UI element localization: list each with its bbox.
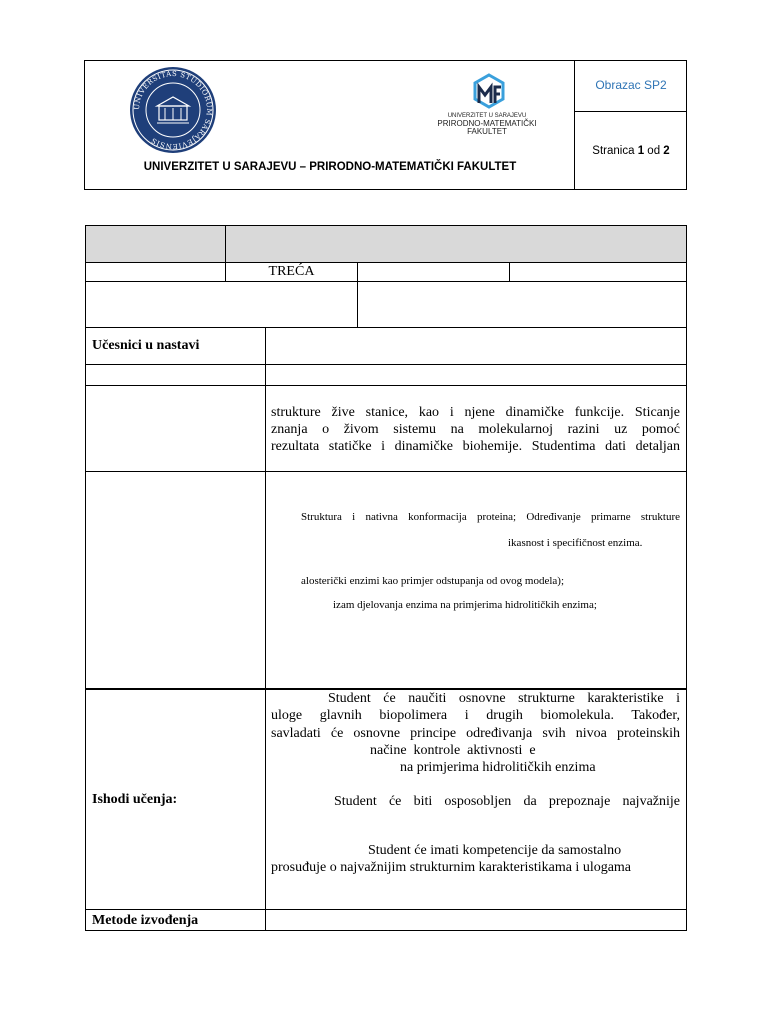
- outcomes-label: Ishodi učenja:: [92, 792, 178, 807]
- outcome-line: uloge glavnih biopolimera i drugih biomolekula. Također,: [271, 708, 680, 723]
- table-header-row: [85, 226, 686, 262]
- page-current: 1: [637, 145, 645, 157]
- faculty-logo-caption-1: UNIVERZITET U SARAJEVU: [447, 113, 527, 119]
- university-title: UNIVERZITET U SARAJEVU – PRIRODNO-MATEMATIČKI FAKULTET: [143, 161, 517, 173]
- university-seal-logo: [129, 66, 217, 154]
- participants-label: Učesnici u nastavi: [92, 338, 200, 353]
- table-line: [85, 385, 687, 386]
- outcome-line: prosuđuje o najvažnijim strukturnim karakteristikama i ulogama: [271, 860, 632, 875]
- table-line: [85, 225, 687, 226]
- faculty-logo-caption-3: FAKULTET: [467, 127, 507, 136]
- goal-line: rezultata statičke i dinamičke biohemije. Studentima dati detaljan: [271, 439, 680, 454]
- document-header: [84, 60, 687, 190]
- outcome-line: Student će naučiti osnovne strukturne karakteristike i: [328, 691, 680, 706]
- table-line: [357, 262, 358, 328]
- outcome-line: savladati će osnovne principe određivanja svih nivoa proteinskih: [271, 726, 680, 741]
- table-line: [85, 930, 687, 931]
- table-line: [85, 281, 687, 282]
- table-line: [85, 471, 687, 472]
- content-line: alosterički enzimi kao primjer odstupanja od ovog modela);: [301, 575, 565, 587]
- page-of: od: [647, 145, 661, 157]
- table-line: [85, 327, 687, 328]
- page-indicator: [575, 145, 687, 157]
- table-line: [85, 262, 687, 263]
- page-total: 2: [663, 145, 670, 157]
- svg-text:UNIVERSITAS STUDIORUM SARAJEVI: UNIVERSITAS STUDIORUM SARAJEVIENSIS: [132, 69, 214, 151]
- year-value: TREĆA: [268, 264, 315, 279]
- header-divider: [574, 111, 686, 112]
- table-line: [85, 909, 687, 910]
- faculty-logo: [471, 73, 507, 113]
- content-line: Struktura i nativna konformacija proteina; Određivanje primarne strukture: [301, 511, 680, 523]
- table-line: [686, 225, 687, 931]
- table-line: [85, 364, 687, 365]
- form-code: Obrazac SP2: [595, 78, 667, 92]
- outcome-line: Student će biti osposobljen da prepoznaje najvažnije: [334, 794, 680, 809]
- goal-line: znanja o živom sistemu na molekularnoj razini uz pomoć: [271, 422, 680, 437]
- goal-line: strukture žive stanice, kao i njene dinamičke funkcije. Sticanje: [271, 405, 680, 420]
- content-line: ikasnost i specifičnost enzima.: [508, 537, 643, 549]
- table-line: [85, 225, 86, 931]
- goals-text: [271, 404, 680, 455]
- faculty-logo-caption-2: PRIRODNO-MATEMATIČKI: [437, 119, 537, 128]
- methods-label: Metode izvođenja: [92, 913, 199, 928]
- content-line: izam djelovanja enzima na primjerima hidrolitičkih enzima;: [333, 599, 597, 611]
- table-line: [509, 262, 510, 281]
- outcome-line: načine kontrole aktivnosti e: [370, 743, 536, 758]
- page-label: Stranica: [592, 145, 635, 157]
- table-line: [265, 327, 266, 931]
- outcome-line: na primjerima hidrolitičkih enzima: [400, 760, 596, 775]
- outcome-line: Student će imati kompetencije da samostalno: [368, 843, 622, 858]
